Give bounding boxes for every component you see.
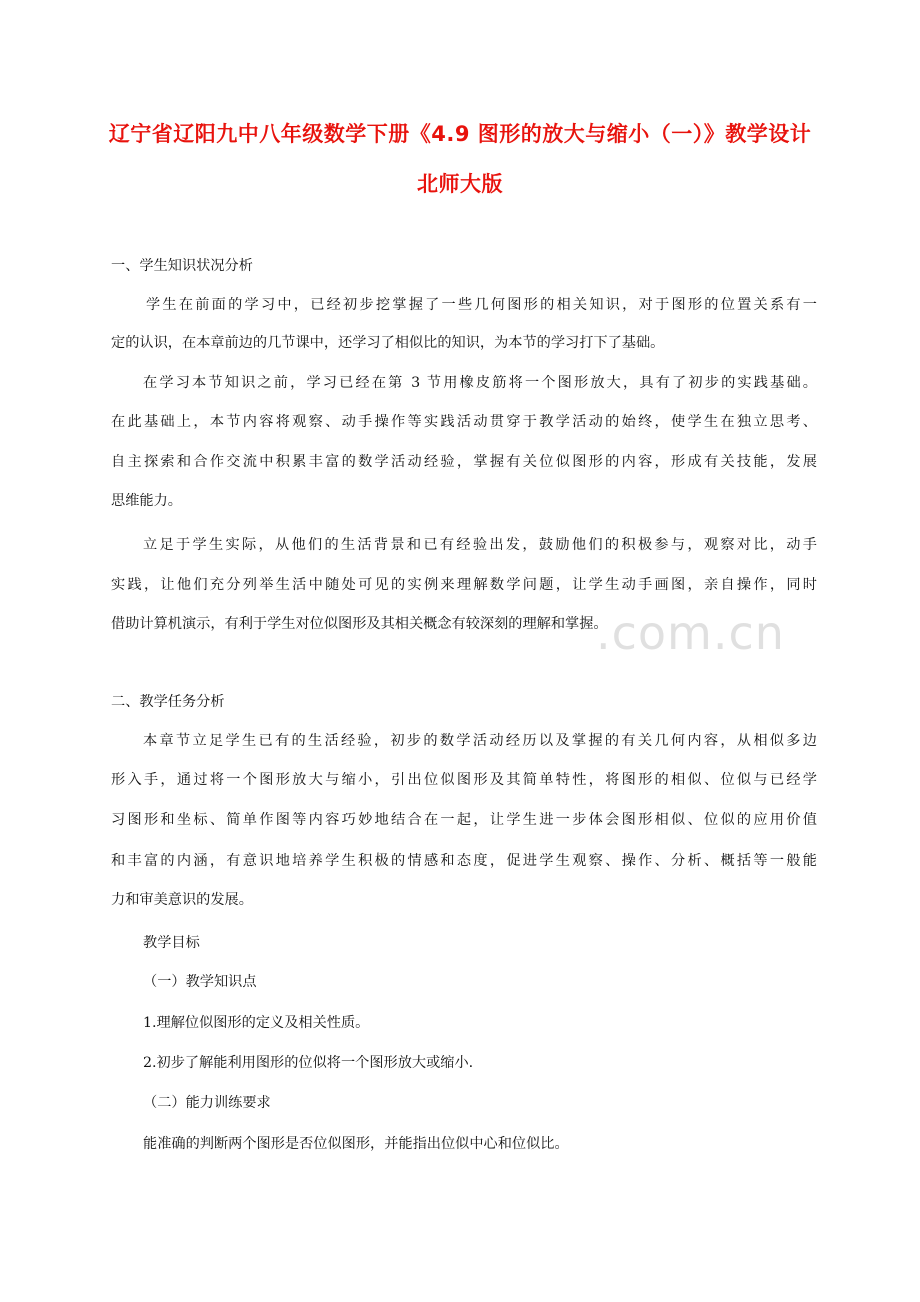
paragraph-line: 自主探索和合作交流中积累丰富的数学活动经验，掌握有关位似图形的内容，形成有关技能，发展 (111, 454, 817, 470)
subsection-heading: （二）能力训练要求 (143, 1095, 271, 1111)
document-title: 辽宁省辽阳九中八年级数学下册《4.9 图形的放大与缩小（一）》教学设计 (108, 122, 812, 146)
paragraph-line: 定的认识，在本章前边的几节课中，还学习了相似比的知识，为本节的学习打下了基础。 (111, 335, 665, 351)
paragraph-line: 习图形和坐标、简单作图等内容巧妙地结合在一起，让学生进一步体会图形相似、位似的应用价值 (111, 812, 817, 828)
paragraph-line: 力和审美意识的发展。 (111, 892, 253, 908)
paragraph-line: 在学习本节知识之前，学习已经在第 3 节用橡皮筋将一个图形放大，具有了初步的实践基础。 (143, 375, 817, 391)
paragraph-line: 形入手，通过将一个图形放大与缩小，引出位似图形及其简单特性，将图形的相似、位似与已经学 (111, 772, 817, 788)
paragraph-line: 借助计算机演示，有利于学生对位似图形及其相关概念有较深刻的理解和掌握。 (111, 616, 608, 632)
paragraph-line: 实践，让他们充分列举生活中随处可见的实例来理解数学问题，让学生动手画图，亲自操作，同时 (111, 577, 817, 593)
list-item: 能准确的判断两个图形是否位似图形，并能指出位似中心和位似比。 (143, 1136, 569, 1152)
document-subtitle: 北师大版 (417, 172, 503, 196)
section-heading-1: 一、学生知识状况分析 (111, 258, 253, 274)
paragraph-line: 思维能力。 (111, 493, 182, 509)
paragraph-line: 在此基础上，本节内容将观察、动手操作等实践活动贯穿于教学活动的始终，使学生在独立思考、 (111, 414, 817, 430)
subsection-heading: （一）教学知识点 (143, 974, 257, 990)
watermark: .com.cn (596, 606, 785, 660)
list-item: 2.初步了解能利用图形的位似将一个图形放大或缩小. (143, 1055, 474, 1071)
section-heading-2: 二、教学任务分析 (111, 694, 225, 710)
paragraph-line: 本章节立足学生已有的生活经验，初步的数学活动经历以及掌握的有关几何内容，从相似多边 (143, 733, 817, 749)
goals-heading: 教学目标 (143, 935, 200, 951)
list-item: 1.理解位似图形的定义及相关性质。 (143, 1015, 370, 1031)
paragraph-line: 立足于学生实际，从他们的生活背景和已有经验出发，鼓励他们的积极参与，观察对比，动手 (143, 537, 817, 553)
paragraph-line: 学生在前面的学习中，已经初步挖掌握了一些几何图形的相关知识，对于图形的位置关系有一 (146, 297, 817, 313)
paragraph-line: 和丰富的内涵，有意识地培养学生积极的情感和态度，促进学生观察、操作、分析、概括等一般能 (111, 853, 817, 869)
